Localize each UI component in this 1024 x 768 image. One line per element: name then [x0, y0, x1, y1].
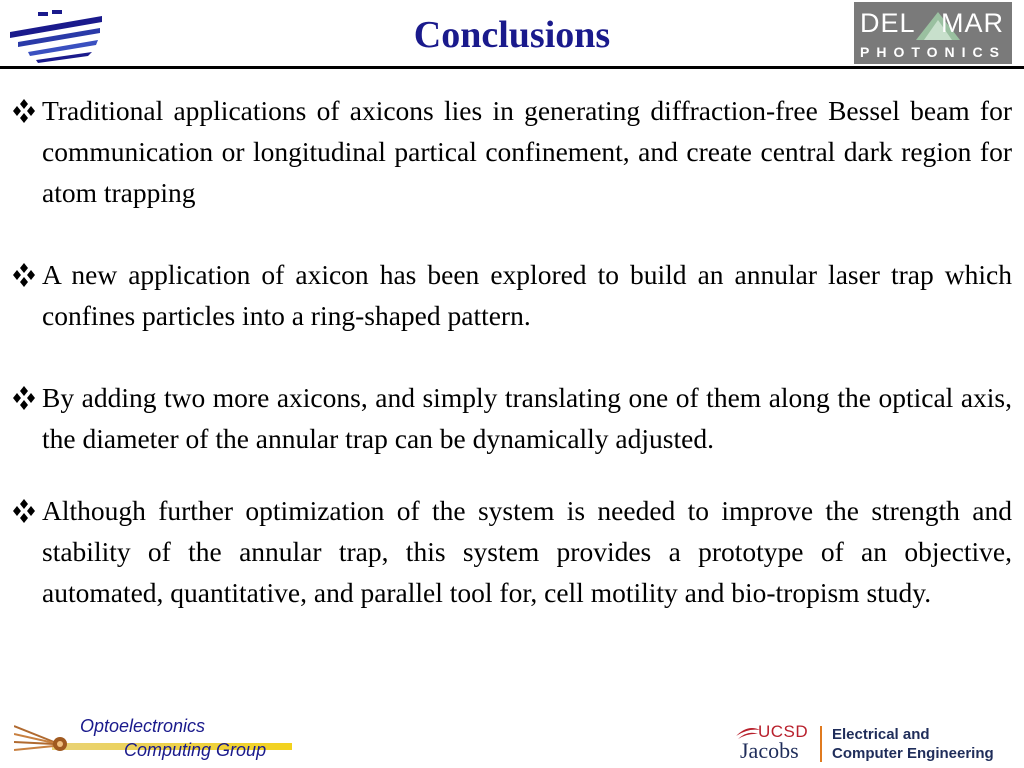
diamond-bullet-icon: [12, 254, 40, 295]
logo-divider: [820, 726, 822, 762]
logo-text-mar: MAR: [941, 8, 1004, 38]
del-mar-photonics-logo: [854, 2, 1012, 64]
diamond-bullet-icon: [12, 377, 40, 418]
logo-text-del: DEL: [860, 8, 916, 38]
bullet-text: Although further optimization of the system is needed to improve the strength and stability of the annular trap, this system provides a prototype of an objective, automated, quantitative, and parallel tool for, cell motility and bio-tropism study.: [42, 495, 1012, 608]
bullet-item: [12, 254, 1012, 336]
ucsd-text: UCSD: [758, 722, 809, 741]
bullet-item: [12, 90, 1012, 213]
diamond-bullet-icon: [12, 90, 40, 131]
logo-text-photonics: PHOTONICS: [860, 44, 1006, 60]
diamond-bullet-icon: [12, 490, 40, 531]
slide-title: Conclusions: [413, 14, 611, 56]
jacobs-text: Jacobs: [740, 738, 799, 763]
dept-name-line1: Electrical and: [832, 726, 930, 743]
bullet-text: Traditional applications of axicons lies in generating diffraction-free Bessel beam for communication or longitudinal partical confinement, and create central dark region for atom trapping: [42, 95, 1012, 208]
bullet-item: [12, 490, 1012, 613]
optoelectronics-group-logo: [14, 716, 304, 764]
group-name-line1: Optoelectronics: [80, 716, 206, 736]
dept-name-line2: Computer Engineering: [832, 745, 994, 762]
bullet-text: By adding two more axicons, and simply translating one of them along the optical axis, the diameter of the annular trap can be dynamically adjusted.: [42, 382, 1012, 454]
bullet-text: A new application of axicon has been explored to build an annular laser trap which confines particles into a ring-shaped pattern.: [42, 259, 1012, 331]
group-name-line2: Computing Group: [124, 740, 267, 760]
bullet-item: [12, 377, 1012, 459]
title-divider: [0, 66, 1024, 69]
ucsd-jacobs-logo: [736, 722, 1016, 766]
bullet-list: [12, 90, 1012, 613]
